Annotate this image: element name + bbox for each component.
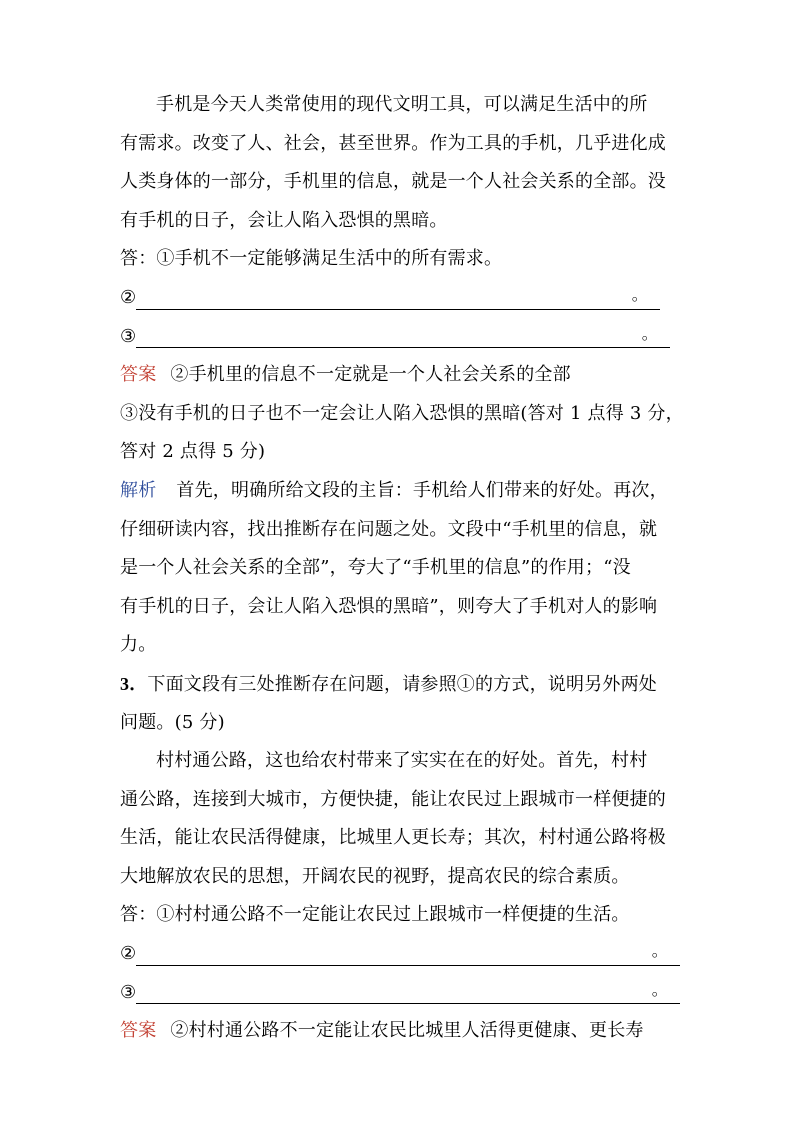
passage-line: 大地解放农民的思想，开阔农民的视野，提高农民的综合素质。	[120, 865, 630, 887]
passage-line: 有需求。改变了人、社会，甚至世界。作为工具的手机，几乎进化成	[120, 132, 666, 154]
answer-blank-3[interactable]	[120, 318, 670, 357]
question-stem: 下面文段有三处推断存在问题，请参照①的方式，说明另外两处	[147, 673, 658, 695]
passage-line: 人类身体的一部分，手机里的信息，就是一个人社会关系的全部。没	[120, 171, 666, 193]
passage-line: 手机是今天人类常使用的现代文明工具，可以满足生活中的所	[156, 94, 648, 115]
answer-blank-2[interactable]	[120, 935, 680, 974]
answer-key-line	[120, 1012, 680, 1051]
question-3-stem: 问题。(5 分)	[120, 711, 225, 733]
answer-key-text: ②手机里的信息不一定就是一个人社会关系的全部	[170, 364, 571, 386]
passage-line: 生活，能让农民活得健康，比城里人更长寿；其次，村村通公路将极	[120, 827, 666, 849]
passage-line: 通公路，连接到大城市，方便快捷，能让农民过上跟城市一样便捷的	[120, 788, 666, 810]
blank-underline[interactable]	[136, 321, 670, 348]
blank-underline[interactable]	[136, 977, 680, 1004]
analysis-line: 有手机的日子，会让人陷入恐惧的黑暗”，则夸大了手机对人的影响	[120, 595, 658, 617]
blank-period: 。	[641, 323, 658, 343]
blank-period: 。	[631, 284, 648, 304]
blank-underline[interactable]	[136, 939, 680, 966]
question-number: 3．	[120, 673, 148, 694]
analysis-line	[120, 472, 680, 511]
passage-line: 村村通公路，这也给农村带来了实实在在的好处。首先，村村	[156, 750, 648, 772]
analysis-line: 力。	[120, 634, 157, 656]
analysis-label: 解析	[120, 479, 157, 501]
blank-mark: ③	[120, 981, 137, 1003]
document-page	[120, 86, 684, 1051]
answer-example: 答：①手机不一定能够满足生活中的所有需求。	[120, 248, 503, 270]
answer-key-label: 答案	[120, 364, 157, 386]
answer-key-label: 答案	[120, 1020, 157, 1042]
question-3-stem	[120, 665, 680, 704]
answer-blank-2[interactable]	[120, 279, 660, 318]
blank-period: 。	[651, 979, 668, 999]
answer-blank-3[interactable]	[120, 974, 680, 1013]
answer-key-line	[120, 356, 680, 395]
blank-period: 。	[651, 941, 668, 961]
blank-underline[interactable]	[136, 283, 660, 310]
blank-mark: ③	[120, 325, 137, 347]
answer-key-line: ③没有手机的日子也不一定会让人陷入恐惧的黑暗(答对 1 点得 3 分，	[120, 402, 684, 424]
analysis-line: 仔细研读内容，找出推断存在问题之处。文段中“手机里的信息，就	[120, 518, 658, 540]
answer-example: 答：①村村通公路不一定能让农民过上跟城市一样便捷的生活。	[120, 904, 630, 926]
answer-key-line: 答对 2 点得 5 分)	[120, 441, 266, 463]
answer-key-text: ②村村通公路不一定能让农民比城里人活得更健康、更长寿	[170, 1020, 644, 1042]
analysis-line: 是一个人社会关系的全部”，夸大了“手机里的信息”的作用；“没	[120, 557, 631, 579]
passage-line: 有手机的日子，会让人陷入恐惧的黑暗。	[120, 209, 448, 231]
blank-mark: ②	[120, 943, 137, 965]
analysis-text: 首先，明确所给文段的主旨：手机给人们带来的好处。再次，	[176, 479, 668, 501]
blank-mark: ②	[120, 286, 137, 308]
